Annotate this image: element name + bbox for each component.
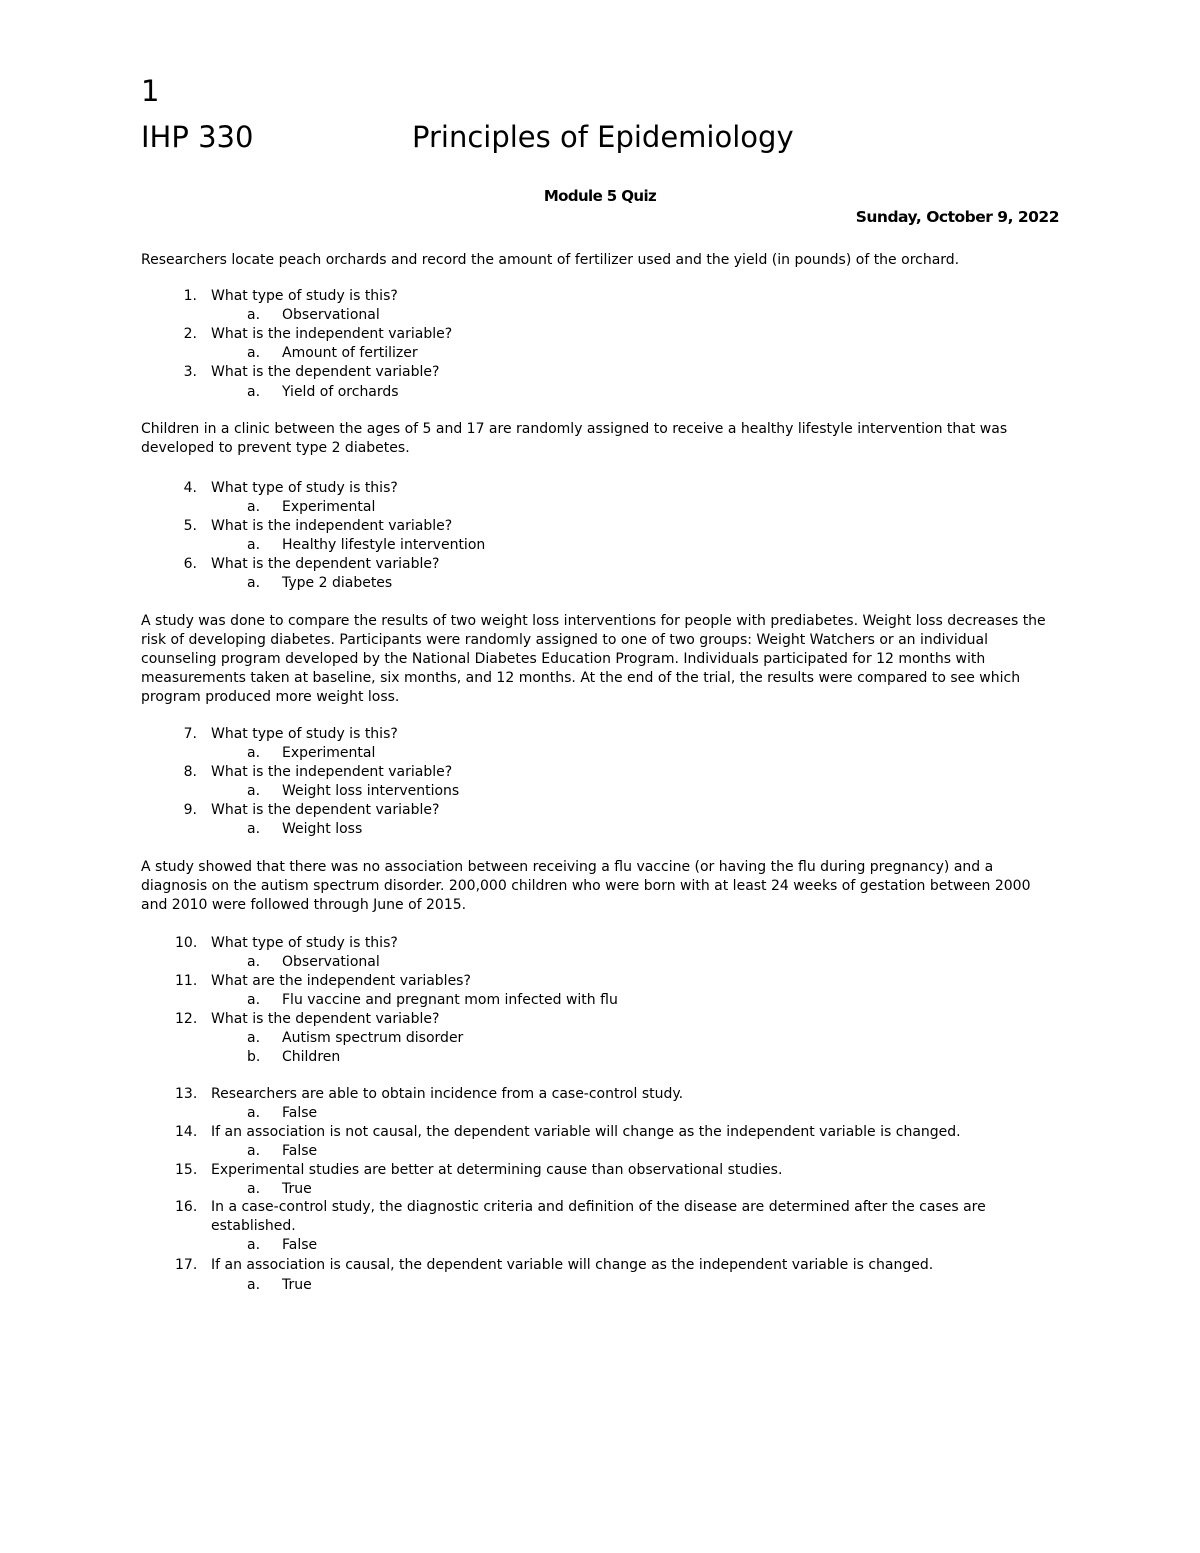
question-number: 11. bbox=[175, 973, 198, 989]
module-title: Module 5 Quiz bbox=[543, 187, 657, 205]
scenario-paragraph: Children in a clinic between the ages of 5 and 17 are randomly assigned to receive a healthy lifestyle intervention that was developed to prevent type 2 diabetes. bbox=[141, 421, 1008, 456]
course-code: IHP 330 bbox=[141, 120, 254, 154]
question-number: 6. bbox=[183, 556, 197, 572]
answer-letter: a. bbox=[247, 745, 261, 761]
answer-text: True bbox=[282, 1181, 312, 1197]
answer-text: Amount of fertilizer bbox=[282, 345, 418, 361]
question-number: 3. bbox=[183, 364, 197, 380]
question-number: 1. bbox=[183, 288, 197, 304]
answer-letter: a. bbox=[247, 537, 261, 553]
question-number: 10. bbox=[175, 935, 198, 951]
question-number: 4. bbox=[183, 480, 197, 496]
question-text: What type of study is this? bbox=[211, 726, 398, 742]
answer-letter: a. bbox=[247, 499, 261, 515]
answer-text: Healthy lifestyle intervention bbox=[282, 537, 486, 553]
question-text: What is the dependent variable? bbox=[211, 556, 440, 572]
question-text: Researchers are able to obtain incidence from a case-control study. bbox=[211, 1086, 684, 1102]
scenario-paragraph: A study was done to compare the results of two weight loss interventions for people with prediabetes. Weight loss decreases the risk of developing diabetes. Participants were randomly assigned to one of two groups: Weight Watchers or an individual counseling program developed by the National Diabetes Education Program. Individuals participated for 12 months with measurements taken at baseline, six months, and 12 months. At the end of the trial, the results were compared to see which program produced more weight loss. bbox=[141, 613, 1046, 705]
answer-letter: b. bbox=[247, 1049, 261, 1065]
question-number: 12. bbox=[175, 1011, 198, 1027]
question-number: 5. bbox=[183, 518, 197, 534]
question-text: If an association is not causal, the dependent variable will change as the independent variable is changed. bbox=[211, 1124, 961, 1140]
answer-text: Autism spectrum disorder bbox=[282, 1030, 464, 1046]
answer-letter: a. bbox=[247, 992, 261, 1008]
question-text: What is the independent variable? bbox=[211, 764, 453, 780]
answer-text: Weight loss bbox=[282, 821, 363, 837]
question-text: What is the dependent variable? bbox=[211, 802, 440, 818]
question-text: What is the dependent variable? bbox=[211, 364, 440, 380]
question-number: 15. bbox=[175, 1162, 198, 1178]
answer-letter: a. bbox=[247, 307, 261, 323]
course-title: Principles of Epidemiology bbox=[412, 120, 794, 154]
quiz-date: Sunday, October 9, 2022 bbox=[855, 208, 1059, 226]
question-text: What is the independent variable? bbox=[211, 518, 453, 534]
answer-letter: a. bbox=[247, 954, 261, 970]
answer-letter: a. bbox=[247, 1105, 261, 1121]
question-text: What is the dependent variable? bbox=[211, 1011, 440, 1027]
answer-letter: a. bbox=[247, 1030, 261, 1046]
question-number: 17. bbox=[175, 1257, 198, 1273]
question-text: Experimental studies are better at determining cause than observational studies. bbox=[211, 1162, 783, 1178]
question-text: In a case-control study, the diagnostic criteria and definition of the disease are determined after the cases are established. bbox=[211, 1199, 986, 1234]
answer-letter: a. bbox=[247, 1181, 261, 1197]
question-number: 16. bbox=[175, 1199, 198, 1215]
answer-letter: a. bbox=[247, 384, 261, 400]
question-text: What are the independent variables? bbox=[211, 973, 471, 989]
answer-letter: a. bbox=[247, 1277, 261, 1293]
answer-text: False bbox=[282, 1143, 318, 1159]
answer-text: Yield of orchards bbox=[282, 384, 399, 400]
question-number: 2. bbox=[183, 326, 197, 342]
question-number: 8. bbox=[183, 764, 197, 780]
question-number: 14. bbox=[175, 1124, 198, 1140]
answer-letter: a. bbox=[247, 821, 261, 837]
answer-text: True bbox=[282, 1277, 312, 1293]
answer-text: Flu vaccine and pregnant mom infected with flu bbox=[282, 992, 618, 1008]
page-number: 1 bbox=[141, 74, 160, 108]
answer-text: False bbox=[282, 1237, 318, 1253]
question-text: What type of study is this? bbox=[211, 480, 398, 496]
question-number: 9. bbox=[183, 802, 197, 818]
answer-text: Children bbox=[282, 1049, 341, 1065]
answer-text: Experimental bbox=[282, 499, 376, 515]
answer-text: Observational bbox=[282, 307, 380, 323]
question-text: What is the independent variable? bbox=[211, 326, 453, 342]
answer-text: Weight loss interventions bbox=[282, 783, 460, 799]
answer-text: Experimental bbox=[282, 745, 376, 761]
answer-letter: a. bbox=[247, 1143, 261, 1159]
scenario-paragraph: A study showed that there was no association between receiving a flu vaccine (or having the flu during pregnancy) and a diagnosis on the autism spectrum disorder. 200,000 children who were born with at least 24 weeks of gestation between 2000 and 2010 were followed through June of 2015. bbox=[141, 859, 1031, 913]
answer-text: False bbox=[282, 1105, 318, 1121]
answer-letter: a. bbox=[247, 783, 261, 799]
question-text: If an association is causal, the dependent variable will change as the independent variable is changed. bbox=[211, 1257, 934, 1273]
answer-letter: a. bbox=[247, 1237, 261, 1253]
answer-text: Observational bbox=[282, 954, 380, 970]
question-text: What type of study is this? bbox=[211, 935, 398, 951]
question-number: 13. bbox=[175, 1086, 198, 1102]
scenario-paragraph: Researchers locate peach orchards and record the amount of fertilizer used and the yield (in pounds) of the orchard. bbox=[141, 252, 960, 268]
question-number: 7. bbox=[183, 726, 197, 742]
question-text: What type of study is this? bbox=[211, 288, 398, 304]
answer-text: Type 2 diabetes bbox=[282, 575, 393, 591]
answer-letter: a. bbox=[247, 575, 261, 591]
answer-letter: a. bbox=[247, 345, 261, 361]
